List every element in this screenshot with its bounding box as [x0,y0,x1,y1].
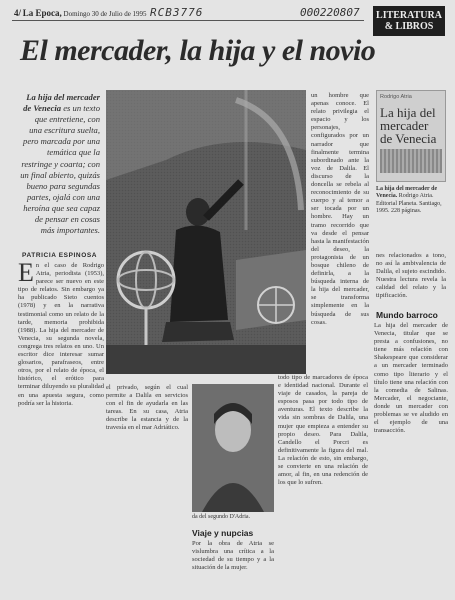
newspaper-name: La Epoca, [22,8,62,18]
section-tag-line2: & LIBROS [384,21,434,32]
column-a-body: n el caso de Rodrigo Atria, periodista (1953), parece ser nuevo en este tipo de relatos. Sin embargo ya ha publicado Sieto cuentos (1978) y en la narrativa testimonial como un relato de la tarde, memoria prohibida (1988). La hija del mercader de Venecia, su segunda novela, congrega tres relatos en uno. Un escritor dice interesar sumar glosarios, parafraseos, entre otros, por el relato de época, el histórico, el erótico para terminar diluyendo su pluralidad en una apuesta segura, como podría ser la historia. [18,262,104,407]
book-info-details: Rodrigo Atria. Editorial Planeta. Santiago, 1995. 228 páginas. [376,193,442,215]
book-cover-author: Rodrigo Atria [380,94,412,100]
portrait-photo [192,384,274,512]
book-cover [376,90,446,182]
column-text-c: todo tipo de marcadores de época e identidad nacional. Durante el viaje de casados, la pareja de esposos pasa por todo tipo de aventuras. El texto describe la vida sin sombras de Dalila, una mujer que empieza a entender su propio deseo. Para Dalila, Candello el Porcri es definitivamente la figura del mal. La relación de esto, sin embargo, se convierte en una relación de amor, al fin, en una redención de los que lo sufren. [278,374,368,487]
photo-illustration [106,90,306,374]
photo-graphic [106,90,306,374]
column-text-a [18,262,104,594]
section-tag-line1: LITERATURA [376,10,442,21]
subhead-mundo-barroco: Mundo barroco [376,310,438,320]
book-info-title: La hija del mercader de Venecia. [376,186,438,200]
column-text-b: el privado, según el cual permite a Dalila en servicios con el fin de ayudarla en las tareas. En su casa, Atria describe la estancia y de la travesía en el mar Adriático. [106,384,188,432]
handwritten-code: RCB3776 [150,6,204,19]
column-text-right-top: nes relacionados a tono, no así la ambivalencia de Dalila, el sujeto escindido. Nuestra lectura revela la calidad del relato y la tipificación. [376,252,446,300]
page-number: 4/ [14,8,22,18]
masthead-rule [12,20,364,21]
section-tag [373,6,445,36]
byline: PATRICIA ESPINOSA [22,252,98,259]
portrait-caption: da del segundo D'Adria. [192,514,251,520]
book-info [376,186,446,216]
masthead [14,8,147,18]
headline: El mercader, la hija y el novio [20,34,376,67]
portrait-graphic [192,384,274,512]
dropcap: E [18,262,34,287]
subhead-viaje-y-nupcias: Viaje y nupcias [192,528,254,538]
lede-kicker: La hija del mercader de Venecia [23,92,100,114]
lede [20,92,100,236]
column-text-e: Por la obra de Atria se vislumbra una crítica a la sociedad de su tiempo y a la situación de la mujer. [192,540,274,572]
issue-date: Domingo 30 de Julio de 1995 [63,10,147,18]
book-box [376,90,446,250]
handwritten-code-2: 000220807 [300,6,360,19]
column-text-1: un hombre que apenas conoce. El relato privilegia el espacio y los personajes, configurados por un narrador que finalmente termina subordinado ante la voz de Dalila. El discurso de la doncella se rebela al reconocimiento de su cuerpo y al temor a ser tocada por un hombre. Hay un tramo recorrido que va desde el pensar hasta la manifestación del deseo, la protagonista de un bosque chileno de definirla, a la búsqueda interna de la hija del mercader, se transforma simplemente en la búsqueda de sus cosas. [311,92,369,326]
lede-text: es un texto que entretiene, con una escritura suelta, pero marcada por una temática que la restringe y coarta; con un final abierto, quizás bueno para segundas partes, ojalá con una heroína que sea capaz de pensar en cosas más importantes. [20,103,100,236]
book-cover-title: La hija del mercader de Venecia [380,105,437,146]
column-text-d: La hija del mercader de Venecia, titular que se presta a confusiones, no tiene más relación con Shakespeare que considerar a un mercader terminado como tipo literario y el título tiene una relación con la comedia de Salinas. Mercader, el negociante, donde un mercader con problemas se ve aludido en el ejemplo de una transacción. [374,322,448,435]
book-cover-image [380,149,442,173]
